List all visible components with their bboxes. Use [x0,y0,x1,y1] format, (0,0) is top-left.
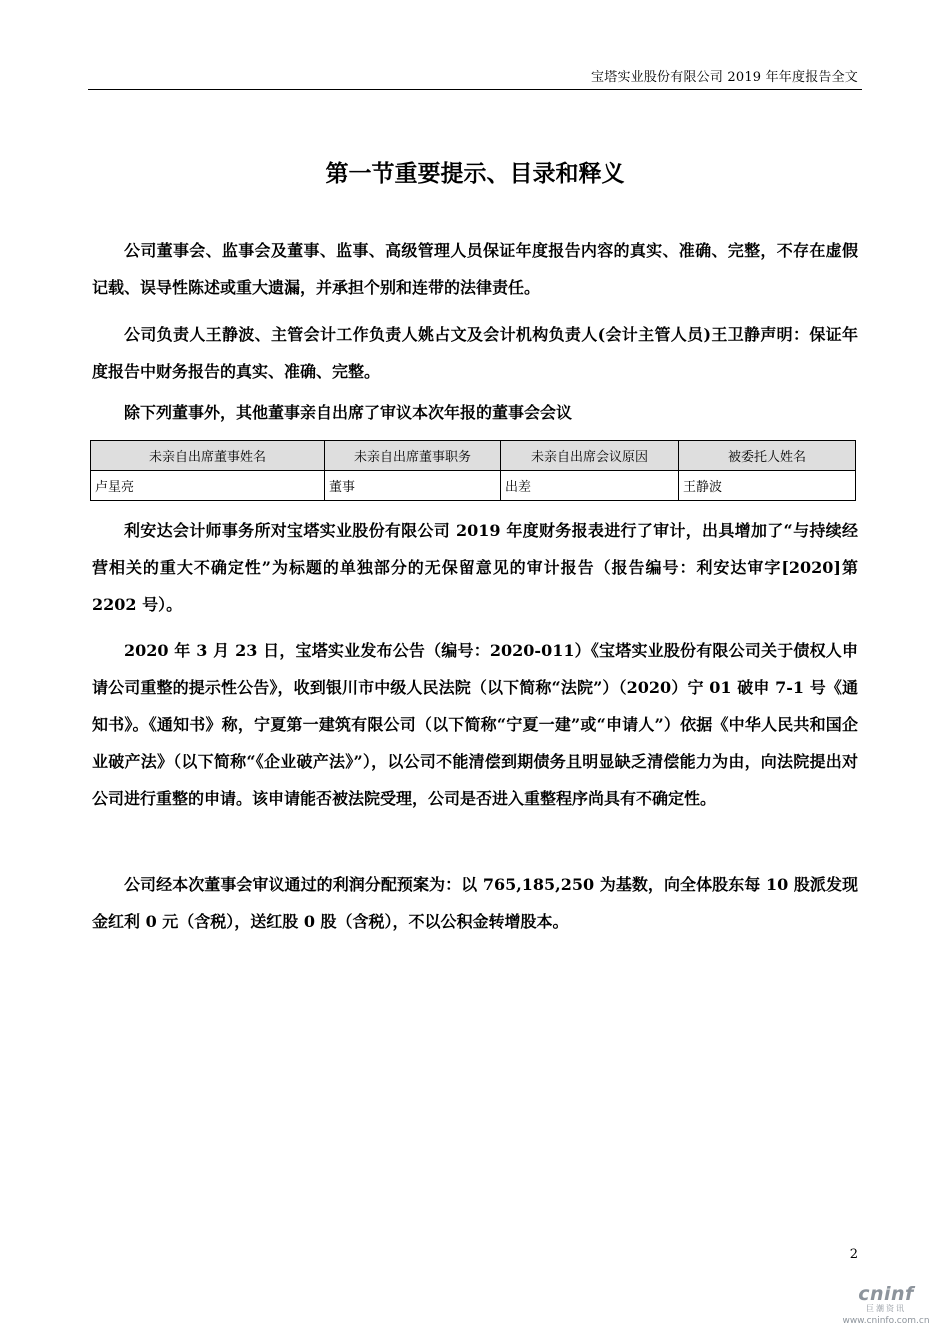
paragraph-restructuring: 2020 年 3 月 23 日，宝塔实业发布公告（编号：2020-011）《宝塔实业股份有限公司关于债权人申请公司重整的提示性公告》，收到银川市中级人民法院（以下简称“法院”）（2020）宁 01 破申 7-1 号《通知书》。《通知书》称，宁夏第一建筑有限公司（以下简称“宁夏一建”或“申请人”）依据《中华人民共和国企业破产法》（以下简称“《企业破产法》”），以公司不能清偿到期债务且明显缺乏清偿能力为由，向法院提出对公司进行重整的申请。该申请能否被法院受理，公司是否进入重整程序尚具有不确定性。 [92,641,858,808]
table-row [91,471,856,501]
table-cell: 出差 [501,471,679,501]
paragraph-audit: 利安达会计师事务所对宝塔实业股份有限公司 2019 年度财务报表进行了审计，出具增加了“与持续经营相关的重大不确定性”为标题的单独部分的无保留意见的审计报告（报告编号：利安达审字[2020]第 2202 号）。 [92,521,858,614]
table-header-cell: 被委托人姓名 [679,441,856,471]
table-cell: 王静波 [679,471,856,501]
paragraph-profit-distribution: 公司经本次董事会审议通过的利润分配预案为：以 765,185,250 为基数，向全体股东每 10 股派发现金红利 0 元（含税），送红股 0 股（含税），不以公积金转增股本。 [92,875,858,931]
paragraph-responsibility: 公司董事会、监事会及董事、监事、高级管理人员保证年度报告内容的真实、准确、完整，不存在虚假记载、误导性陈述或重大遗漏，并承担个别和连带的法律责任。 [92,241,858,297]
table-header-row [91,441,856,471]
table-cell: 董事 [325,471,501,501]
cninfo-logo [840,1283,932,1326]
section-title: 第一节重要提示、目录和释义 [325,160,625,187]
table-cell: 卢星亮 [91,471,325,501]
page-number: 2 [849,1247,858,1262]
report-header: 宝塔实业股份有限公司 2019 年年度报告全文 [591,70,858,85]
table-header-cell: 未亲自出席会议原因 [501,441,679,471]
table-header-cell: 未亲自出席董事姓名 [91,441,325,471]
absent-directors-table [90,440,856,501]
logo-wordmark: cninf [858,1283,914,1305]
paragraph-attendance: 除下列董事外，其他董事亲自出席了审议本次年报的董事会会议 [124,403,573,422]
logo-subtitle: 巨潮资讯 [866,1304,906,1313]
table-header-cell: 未亲自出席董事职务 [325,441,501,471]
header-divider [88,89,862,90]
logo-url: www.cninfo.com.cn [842,1316,930,1326]
paragraph-declaration: 公司负责人王静波、主管会计工作负责人姚占文及会计机构负责人(会计主管人员)王卫静声明：保证年度报告中财务报告的真实、准确、完整。 [92,325,858,381]
